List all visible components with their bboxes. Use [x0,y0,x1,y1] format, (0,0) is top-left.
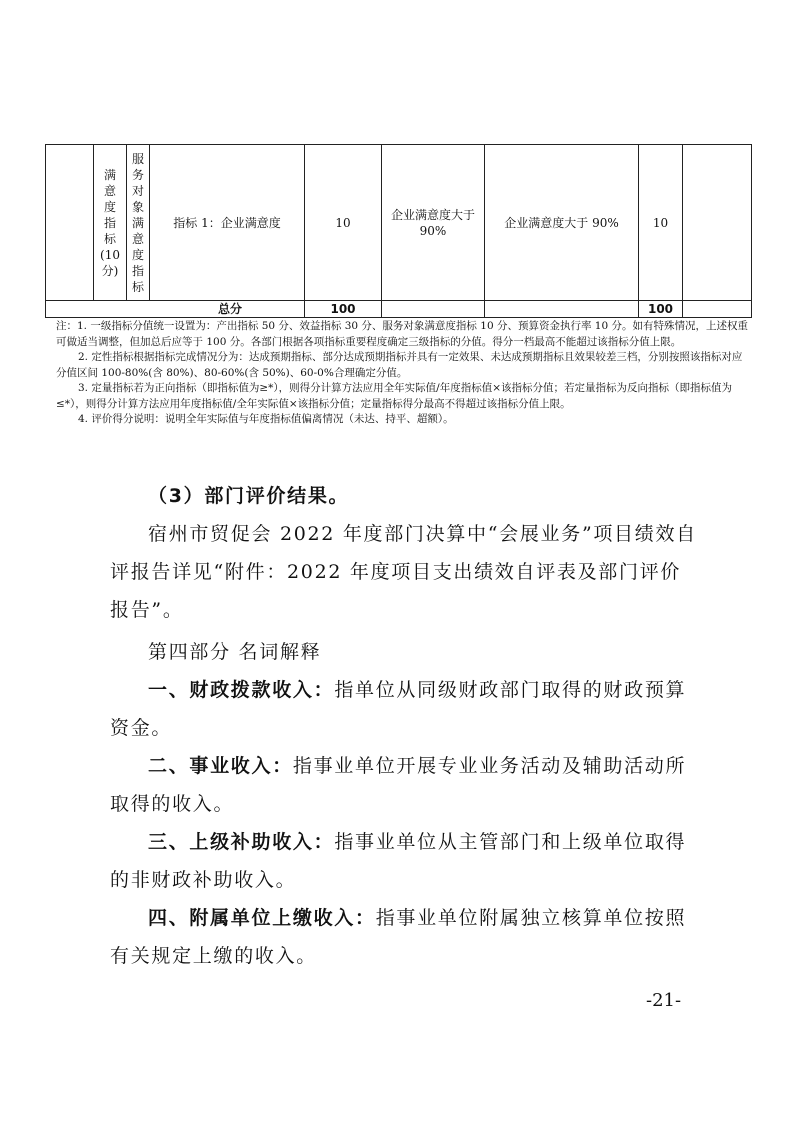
definition-item [110,823,698,899]
definition-term: 二、事业收入： [148,755,293,777]
definition-text: 指单位从同级财政部门取得的财政预算资金。 [110,679,687,739]
note-1: 注：1. 一级指标分值统一设置为：产出指标 50 分、效益指标 30 分、服务对象满意度指标 10 分、预算资金执行率 10 分。如有特殊情况，上述权重可做适当调整，但加总后应等于 100 分。各部门根据各项指标重要程度确定三级指标的分值。得分一档最高不能超过该指标分值上限。 [56,320,748,348]
indicator-score-cell: 10 [305,145,382,301]
subcategory-cell: 服务对象满意度指标 [127,145,150,301]
definition-item [110,671,698,747]
table-row [46,145,752,301]
section3-paragraph: 宿州市贸促会 2022 年度部门决算中“会展业务”项目绩效自评报告详见“附件：2022 年度项目支出绩效自评表及部门评价报告”。 [110,523,697,621]
remark-cell [683,145,752,301]
indicator-table [45,144,752,318]
definition-term: 一、财政拨款收入： [148,679,335,701]
indicator-table-container [45,144,751,318]
total-blank-3 [683,301,752,318]
note-3: 3. 定量指标若为正向指标（即指标值为≥*），则得分计算方法应用全年实际值/年度指标值×该指标分值；若定量指标为反向指标（即指标值为≤*），则得分计算方法应用年度指标值/全年实际值×该指标分值；定量指标得分最高不得超过该指标分值上限。 [56,382,732,410]
note-4: 4. 评价得分说明：说明全年实际值与年度指标值偏离情况（未达、持平、超额）。 [78,413,454,425]
section3-heading: （3）部门评价结果。 [148,485,350,507]
obtained-score-cell: 10 [639,145,683,301]
target-value-cell: 企业满意度大于 90% [382,145,485,301]
total-row [46,301,752,318]
definition-text: 指事业单位开展专业业务活动及辅助活动所取得的收入。 [110,755,687,815]
actual-value-cell: 企业满意度大于 90% [485,145,639,301]
definition-item [110,747,698,823]
category-cell: 满意度指标(10分) [94,145,127,301]
total-label: 总分 [46,301,305,318]
page-number: -21- [646,990,682,1011]
note-2: 2. 定性指标根据指标完成情况分为：达成预期指标、部分达成预期指标并具有一定效果、未达成预期指标且效果较差三档，分别按照该指标对应分值区间 100-80%(含 80%)、80-60%(含 50%)、60-0%合理确定分值。 [56,351,743,379]
definition-text: 指事业单位附属独立核算单位按照有关规定上缴的收入。 [110,907,687,967]
definition-item [110,899,698,975]
section3 [110,477,698,629]
total-blank-2 [485,301,639,318]
definition-term: 四、附属单位上缴收入： [148,907,376,929]
table-cell-blank [46,145,94,301]
definition-term: 三、上级补助收入： [148,831,335,853]
indicator-name-cell: 指标 1：企业满意度 [150,145,305,301]
total-obtained-score: 100 [639,301,683,318]
definition-text: 指事业单位从主管部门和上级单位取得的非财政补助收入。 [110,831,687,891]
part4-heading: 第四部分 名词解释 [148,641,322,663]
part4 [110,633,698,975]
total-score: 100 [305,301,382,318]
table-notes [56,319,750,428]
total-blank-1 [382,301,485,318]
